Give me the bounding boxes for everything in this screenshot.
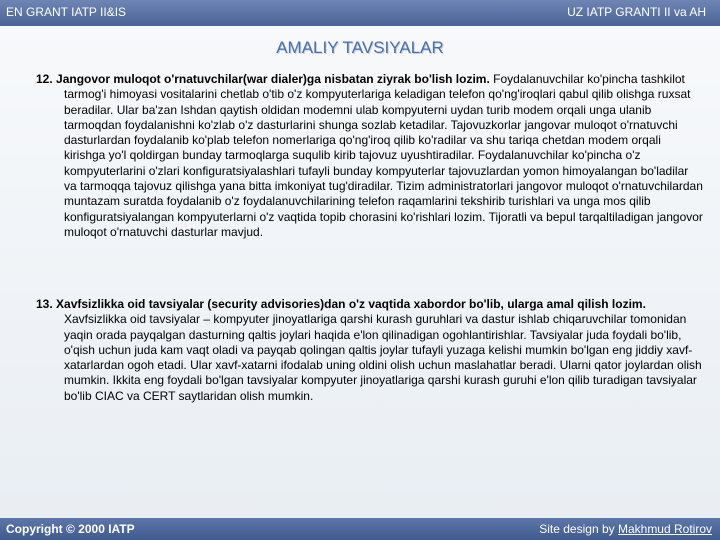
paragraph-13-body: Xavfsizlikka oid tavsiyalar – kompyuter jinoyatlariga qarshi kurash guruhlari va dastur ishlab chiqaruvchilar tomonidan yaqin orada payqalgan dasturning qaltis joylari haqida e'lon qilinadigan ogohlantirishlar. Tavsiyalar juda foydali bo'lib, o'qish uchun juda kam vaqt oladi va payqab qolingan qaltis joylar tufayli yuzaga kelishi mumkin bo'lgan eng jiddiy xavf-xatarlardan ogoh etadi. Ular xavf-xatarni ifodalab uning oldini olish uchun maslahatlar beradi. Ularni qator joylardan olish mumkin. Ikkita eng foydali bo'lgan tavsiyalar kompyuter jinoyatlariga qarshi kurash guruhi e'lon qilib turadigan tavsiyalar bo'lib CIAC va CERT saytlaridan olish mumkin.	[64, 312, 702, 403]
paragraph-13	[36, 297, 704, 404]
slide-content	[0, 26, 720, 518]
paragraph-12-heading: 12. Jangovor muloqot o'rnatuvchilar(war dialer)ga nisbatan ziyrak bo'lish lozim.	[36, 72, 490, 86]
paragraph-12-body: Foydalanuvchilar ko'pincha tashkilot tarmog'i himoyasi vositalarini chetlab o'tib o'z kompyuterlariga keladigan telefon qo'ng'iroqlari qabul qilib olishga ruxsat beradilar. Ular ba'zan Ishdan qaytish oldidan modemni ulab kompyuterni uydan turib modem orqali unga ulanib tarmoqdan foydalanishni ko'zlab o'z dasturlarini shunga sozlab ketadilar. Tajovuzkorlar jangovar muloqot o'rnatuvchi dasturlardan foydalanib ko'plab telefon nomerlariga qo'ng'iroq qilib ko'radilar va shu tariqa chetdan modem orqali kirishga yo'l qoldirgan bunday tarmoqlarga suqulib kirib tajovuz uyushtiradilar. Foydalanuvchilar ko'pincha o'z kompyuterlarini o'zlari konfiguratsiyalashlari tufayli bunday kompyuterlar tajovuzlardan yomon himoyalangan bo'ladilar va tarmoqqa tajovuz qilishga yana bitta imkoniyat tug'diradilar. Tizim administratorlari jangovor muloqot o'rnatuvchilardan muntazam suratda foydalanib o'z foydalanuvchilarining telefon raqamlarini tekshirib turishlari va unga mos qilib konfiguratsiyalangan kompyuterlarni o'z vaqtida topib chorasini ko'rishlari lozim. Tijoratli va bepul tarqaltiladigan jangovor muloqot o'rnatuvchi dasturlar mavjud.	[64, 72, 703, 239]
header-bar	[0, 0, 720, 26]
copyright-text: Copyright © 2000 IATP	[6, 522, 135, 536]
designer-link[interactable]: Makhmud Rotirov	[617, 522, 712, 536]
header-right-text: UZ IATP GRANTI II va AH	[567, 5, 706, 19]
site-design-prefix: Site design by	[539, 522, 618, 536]
footer-bar	[0, 518, 720, 540]
header-left-text: EN GRANT IATP II&IS	[6, 5, 127, 19]
paragraph-12	[36, 72, 704, 240]
site-design-credit	[539, 522, 712, 536]
paragraph-13-heading: 13. Xavfsizlikka oid tavsiyalar (security advisories)dan o'z vaqtida xabordor bo'lib, ularga amal qilish lozim.	[36, 297, 646, 311]
page-title: AMALIY TAVSIYALAR	[276, 38, 444, 57]
